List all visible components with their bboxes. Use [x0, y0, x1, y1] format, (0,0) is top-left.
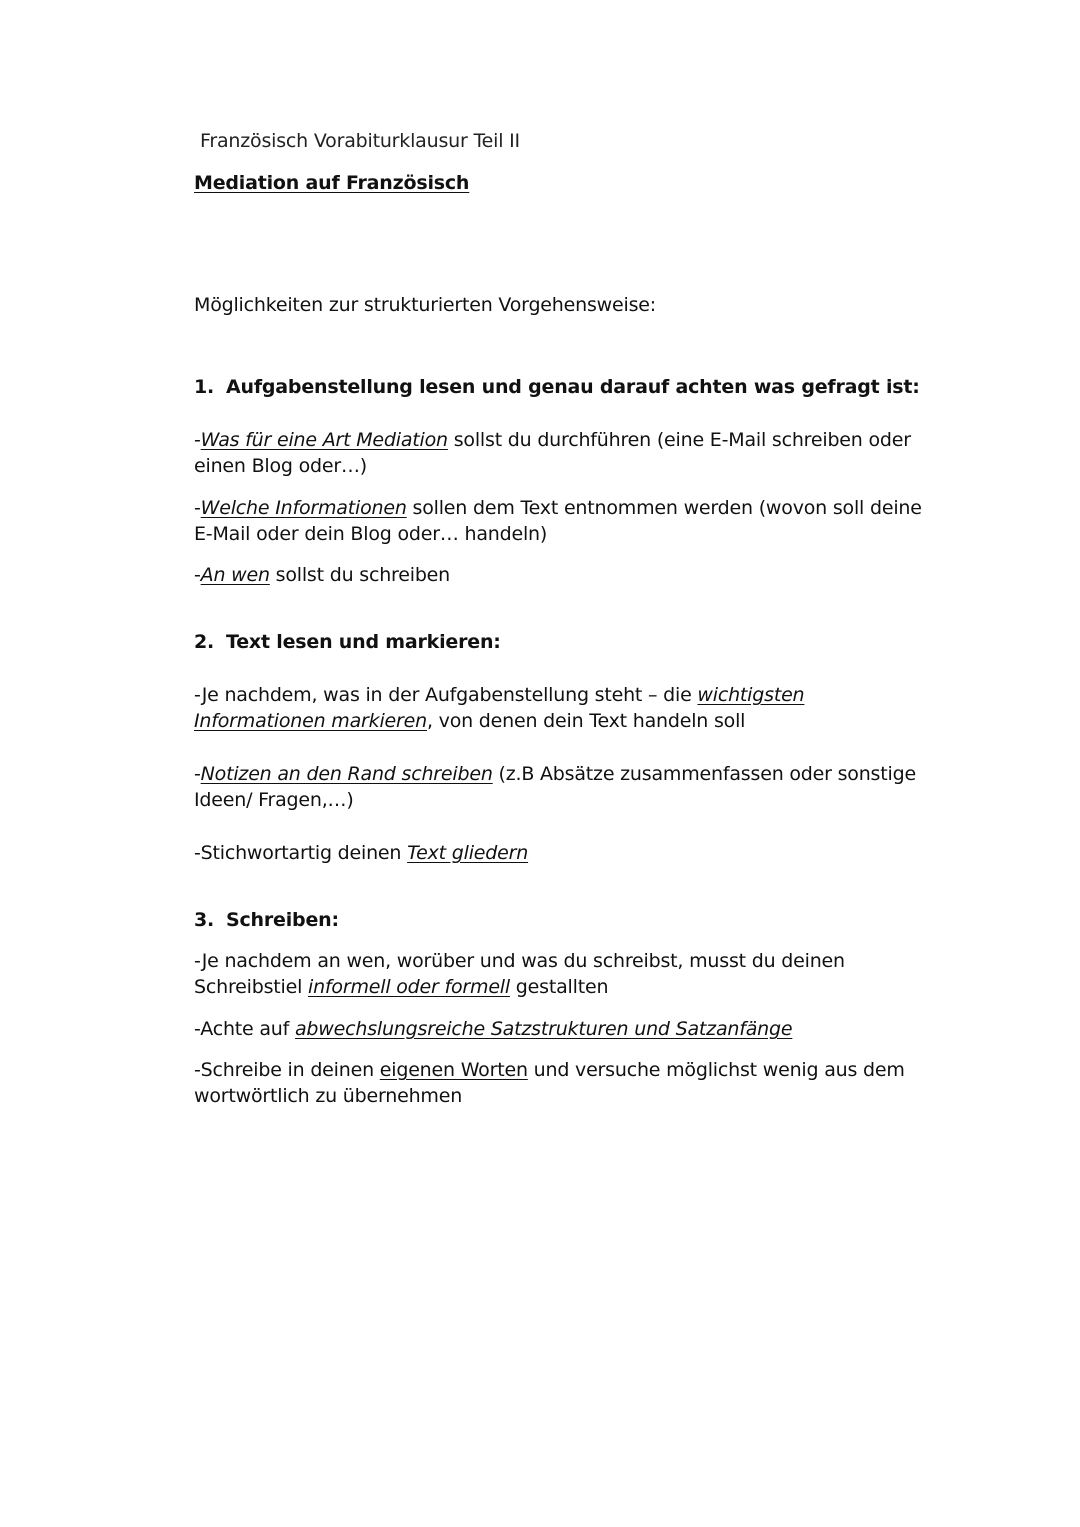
item-text: -Achte auf [194, 1018, 295, 1040]
item-text: sollen dem Text entnommen werden (wovon soll deine [406, 497, 922, 519]
item-text: -Je nachdem an wen, worüber und was du schreibst, musst du deinen [194, 950, 845, 972]
item-prefix: - [194, 429, 201, 451]
section-1-item-1 [194, 427, 974, 479]
item-text: Schreibstiel [194, 976, 309, 998]
section-1-heading [194, 374, 920, 400]
item-prefix: - [194, 497, 201, 519]
section-3-title: Schreiben: [226, 909, 339, 931]
section-2-item-3 [194, 840, 974, 866]
section-2-heading [194, 629, 501, 655]
item-text-line2: wortwörtlich zu übernehmen [194, 1085, 463, 1107]
emphasis-text: Text gliedern [407, 842, 529, 864]
item-text: -Je nachdem, was in der Aufgabenstellung steht – die [194, 684, 698, 706]
section-2-number: 2. [194, 631, 215, 653]
item-text: und versuche möglichst wenig aus dem [527, 1059, 905, 1081]
section-3-item-1 [194, 948, 974, 1000]
section-2-title: Text lesen und markieren: [226, 631, 501, 653]
section-1-number: 1. [194, 376, 215, 398]
item-text: -Schreibe in deinen [194, 1059, 380, 1081]
section-1-item-2 [194, 495, 974, 547]
emphasis-text: Notizen an den Rand schreiben [200, 763, 493, 785]
item-text: , von denen dein Text handeln soll [426, 710, 746, 732]
emphasis-text: Was für eine Art Mediation [200, 429, 448, 451]
emphasis-text: Informationen markieren [194, 710, 427, 732]
item-text: sollst du schreiben [269, 564, 451, 586]
section-1-item-3 [194, 562, 974, 588]
section-2-item-1 [194, 682, 974, 734]
section-3-item-2 [194, 1016, 974, 1042]
emphasis-text: Welche Informationen [200, 497, 407, 519]
item-text: (z.B Absätze zusammenfassen oder sonstige [492, 763, 916, 785]
section-2-item-2 [194, 761, 974, 813]
item-prefix: - [194, 564, 201, 586]
intro-text: Möglichkeiten zur strukturierten Vorgehensweise: [194, 294, 656, 316]
item-text-line2: E-Mail oder dein Blog oder… handeln) [194, 523, 548, 545]
item-text-line2: einen Blog oder…) [194, 455, 368, 477]
item-text: -Stichwortartig deinen [194, 842, 408, 864]
section-1-title: Aufgabenstellung lesen und genau darauf achten was gefragt ist: [226, 376, 920, 398]
item-prefix: - [194, 763, 201, 785]
section-3-heading [194, 907, 339, 933]
item-text-line2: Ideen/ Fragen,…) [194, 789, 354, 811]
emphasis-text: informell oder formell [308, 976, 510, 998]
section-3-item-3 [194, 1057, 974, 1109]
emphasis-text: abwechslungsreiche Satzstrukturen und Satzanfänge [294, 1018, 793, 1040]
emphasis-text: wichtigsten [697, 684, 805, 706]
emphasis-text: eigenen Worten [379, 1059, 528, 1081]
item-text: gestallten [509, 976, 609, 998]
document-header: Französisch Vorabiturklausur Teil II [200, 130, 520, 152]
section-3-number: 3. [194, 909, 215, 931]
emphasis-text: An wen [200, 564, 270, 586]
item-text: sollst du durchführen (eine E-Mail schreiben oder [447, 429, 911, 451]
document-title: Mediation auf Französisch [194, 172, 470, 194]
